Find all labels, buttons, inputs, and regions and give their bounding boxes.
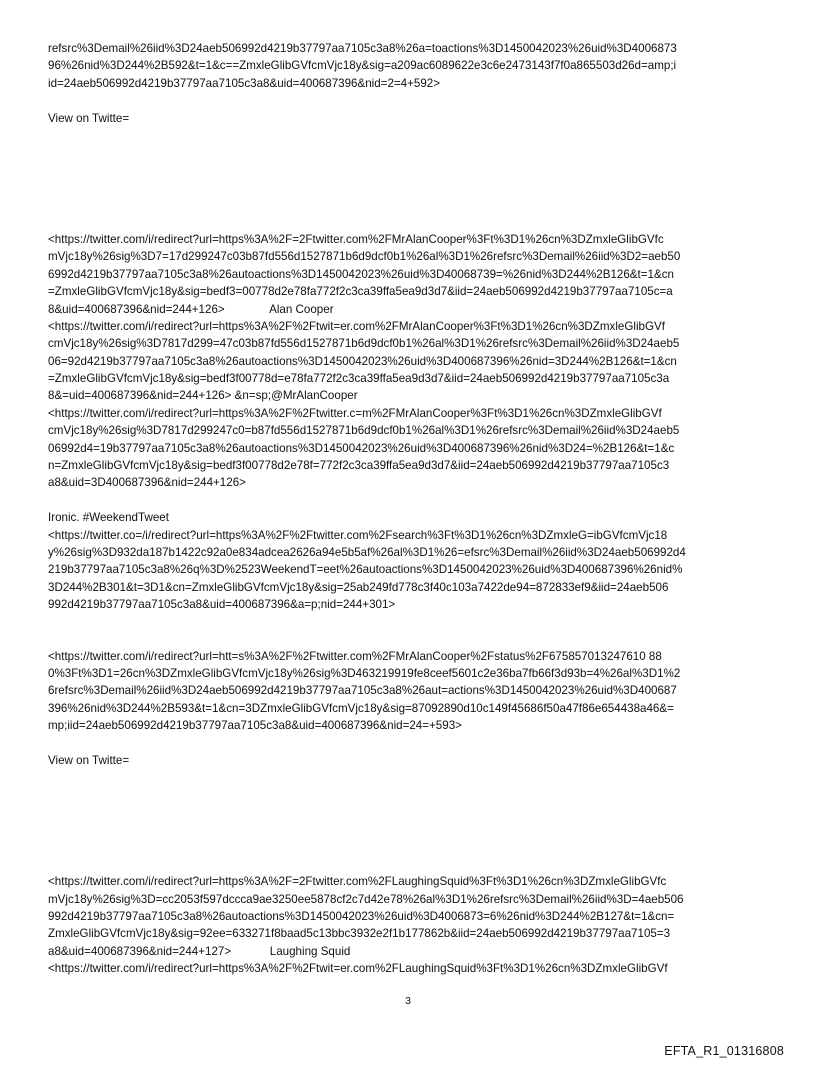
text-line: <https://twitter.com/i/redirect?url=https%3A%2F%2Ftwit=er.com%2FLaughingSquid%3Ft%3D1%26cn%3DZmxleGlibGVf: [48, 962, 668, 976]
text-line: 992d4219b37797aa7105c3a8%26autoactions%3D1450042023%26uid%3D4006873=6%26nid%3D244%2B127&t=1&cn=: [48, 910, 675, 924]
text-line: <https://twitter.com/i/redirect?url=https%3A%2F=2Ftwitter.com%2FLaughingSquid%3Ft%3D1%26cn%3DZmxleGlibGVfc: [48, 875, 667, 889]
text-line: 8&=uid=400687396&nid=244+126> &n=sp;@MrAlanCooper: [48, 389, 358, 403]
text-line: 6refsrc%3Demail%26iid%3D24aeb506992d4219b37797aa7105c3a8%26aut=actions%3D1450042023%26uid%3D400687: [48, 684, 677, 698]
text-line: a8&uid=3D400687396&nid=244+126>: [48, 476, 246, 490]
text-line: 0%3Ft%3D1=26cn%3DZmxleGlibGVfcmVjc18y%26sig%3D463219919fe8ceef5601c2e36ba7fb66f3d93b=4%26al%3D1%2: [48, 666, 681, 680]
text-line: 6992d4219b37797aa7105c3a8%26autoactions%3D1450042023%26uid%3D40068739=%26nid%3D244%2B126&t=1&cn: [48, 267, 674, 281]
url-block-status: [48, 648, 770, 735]
text-line: n=ZmxleGlibGVfcmVjc18y&sig=bedf3f00778d2e78f=772f2c3ca39ffa5ea9d3d7&iid=24aeb506992d4219b37797aa7105c3: [48, 459, 670, 473]
text-line: refsrc%3Demail%26iid%3D24aeb506992d4219b37797aa7105c3a8%26a=toactions%3D1450042023%26uid%3D4006873: [48, 42, 677, 55]
text-line: cmVjc18y%26sig%3D7817d299247c0=b87fd556d1527871b6d9dcf0b1%26al%3D1%26refsrc%3Demail%26iid%3D24aeb5: [48, 424, 680, 438]
text-line: cmVjc18y%26sig%3D7817d299=47c03b87fd556d1527871b6d9dcf0b1%26al%3D1%26refsrc%3Demail%26iid%3D24aeb5: [48, 337, 680, 351]
view-on-twitter-text: View on Twitte=: [48, 753, 130, 767]
url-block-laughing-squid: [48, 873, 770, 977]
text-line: <https://twitter.com/i/redirect?url=https%3A%2F%2Ftwit=er.com%2FMrAlanCooper%3Ft%3D1%26cn%3DZmxleGlibGVf: [48, 319, 665, 333]
text-line: mVjc18y%26sig%3D=cc2053f597dccca9ae3250ee5878cf2c7d42e78%26al%3D1%26refsrc%3Demail%26iid%3D=4aeb506: [48, 892, 684, 906]
text-line: <https://twitter.com/i/redirect?url=https%3A%2F%2Ftwitter.c=m%2FMrAlanCooper%3Ft%3D1%26cn%3DZmxleGlibGVf: [48, 406, 662, 420]
text-line: =ZmxleGlibGVfcmVjc18y&sig=bedf3=00778d2e78fa772f2c3ca39ffa5ea9d3d7&iid=24aeb506992d4219b37797aa7105c=a: [48, 285, 673, 299]
document-body: [48, 40, 770, 978]
url-block-weekend-tweet: [48, 509, 770, 613]
text-line: =ZmxleGlibGVfcmVjc18y&sig=bedf3f00778d=e78fa772f2c3ca39ffa5ea9d3d7&iid=24aeb506992d4219b37797aa7105c3a: [48, 372, 670, 386]
text-line: id=24aeb506992d4219b37797aa7105c3a8&uid=400687396&nid=2=4+592>: [48, 76, 441, 90]
text-line: 992d4219b37797aa7105c3a8&uid=400687396&a=p;nid=244+301>: [48, 598, 396, 612]
text-line: <https://twitter.co=/i/redirect?url=https%3A%2F%2Ftwitter.com%2Fsearch%3Ft%3D1%26cn%3DZmxleG=ibGVfcmVjc18: [48, 528, 668, 542]
text-line: <https://twitter.com/i/redirect?url=https%3A%2F=2Ftwitter.com%2FMrAlanCooper%3Ft%3D1%26cn%3DZmxleGlibGVfc: [48, 232, 664, 246]
bates-number: EFTA_R1_01316808: [664, 1044, 784, 1058]
text-line: 8&uid=400687396&nid=244+126> Alan Cooper: [48, 302, 334, 316]
text-line: 219b37797aa7105c3a8%26q%3D%2523WeekendT=eet%26autoactions%3D1450042023%26uid%3D400687396%26nid%: [48, 563, 683, 577]
text-line: <https://twitter.com/i/redirect?url=htt=s%3A%2F%2Ftwitter.com%2FMrAlanCooper%2Fstatus%2F675857013247610 88: [48, 649, 662, 663]
text-line: y%26sig%3D932da187b1422c92a0e834adcea2626a94e5b5af%26al%3D1%26=efsrc%3Demail%26iid%3D24aeb506992d4: [48, 545, 686, 559]
text-line: ZmxleGlibGVfcmVjc18y&sig=92ee=633271f8baad5c13bbc3932e2f1b177862b&iid=24aeb506992d4219b37797aa7105=3: [48, 927, 671, 941]
text-line: 06=92d4219b37797aa7105c3a8%26autoactions%3D1450042023%26uid%3D400687396%26nid=3D244%2B126&t=1&cn: [48, 354, 677, 368]
text-line: 396%26nid%3D244%2B593&t=1&cn=3DZmxleGlibGVfcmVjc18y&sig=87092890d10c149f45686f50a47f86e654438a46&=: [48, 701, 674, 715]
text-line: mVjc18y%26sig%3D7=17d299247c03b87fd556d1527871b6d9dcf0b1%26al%3D1%26refsrc%3Demail%26iid%3D2=aeb50: [48, 250, 681, 264]
page-number: 3: [405, 995, 411, 1007]
text-line: mp;iid=24aeb506992d4219b37797aa7105c3a8&uid=400687396&nid=24=+593>: [48, 719, 462, 733]
url-block-alan-cooper: [48, 231, 770, 492]
text-line: 3D244%2B301&t=3D1&cn=ZmxleGlibGVfcmVjc18y&sig=25ab249fd778c3f40c103a7422de94=872833ef9&iid=24aeb506: [48, 580, 669, 594]
text-line: 06992d4=19b37797aa7105c3a8%26autoactions%3D1450042023%26uid%3D400687396%26nid%3D24=%2B126&t=1&c: [48, 441, 675, 455]
tweet-text: Ironic. #WeekendTweet: [48, 511, 169, 525]
text-line: 96%26nid%3D244%2B592&t=1&c==ZmxleGlibGVfcmVjc18y&sig=a209ac6089622e3c6e2473143f7f0a865503d26d=amp;i: [48, 59, 677, 73]
url-block-1: [48, 40, 770, 92]
view-on-twitter-text: View on Twitte=: [48, 111, 130, 125]
text-line: a8&uid=400687396&nid=244+127> Laughing Squid: [48, 944, 351, 958]
